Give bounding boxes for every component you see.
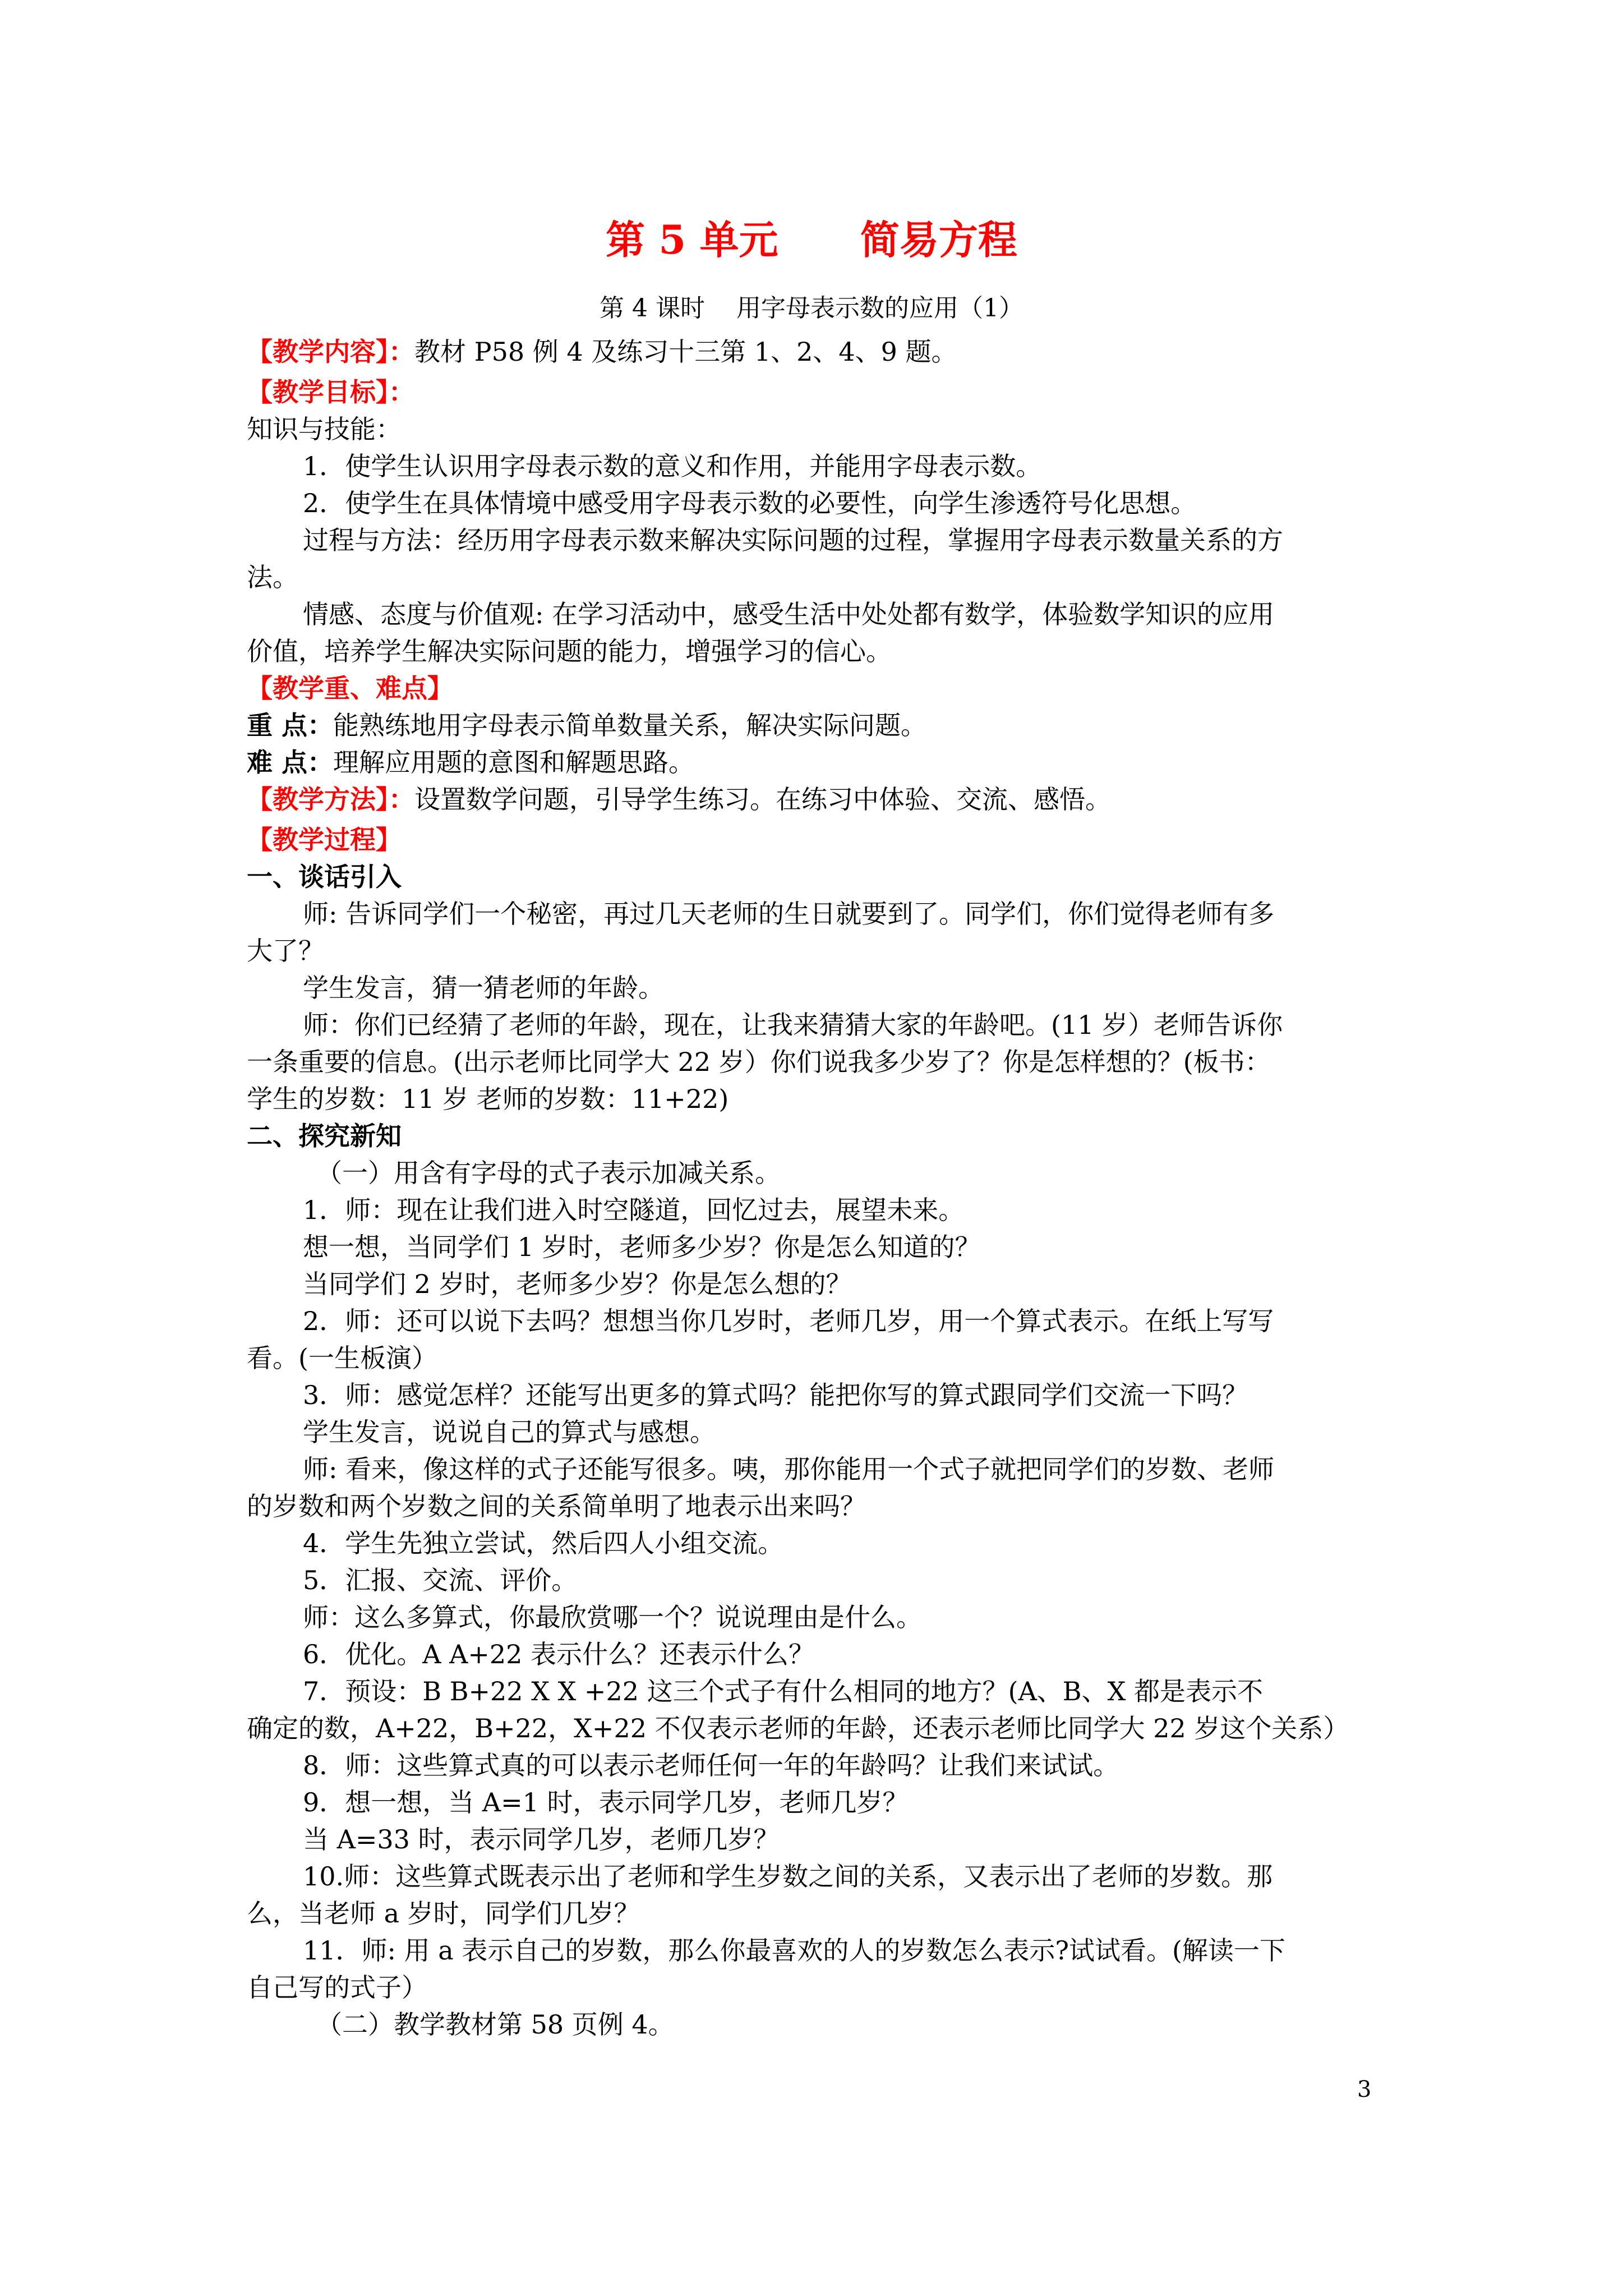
paragraph-line: 师: 看来，像这样的式子还能写很多。咦，那你能用一个式子就把同学们的岁数、老师 — [303, 1454, 1275, 1484]
paragraph-line: 师：这么多算式，你最欣赏哪一个？说说理由是什么。 — [303, 1602, 922, 1632]
key-point-label: 重 点： — [247, 710, 334, 740]
difficult-point-text: 理解应用题的意图和解题思路。 — [333, 747, 695, 777]
paragraph-line: 大了？ — [247, 936, 324, 966]
subsection-heading-2: （二）教学教材第 58 页例 4。 — [316, 2009, 674, 2040]
difficult-point-label: 难 点： — [247, 747, 334, 777]
goal-item-1: 1．使学生认识用字母表示数的意义和作用，并能用字母表示数。 — [303, 451, 1042, 481]
knowledge-skill-label: 知识与技能： — [247, 414, 402, 444]
lesson-subtitle: 第 4 课时 用字母表示数的应用（1） — [600, 294, 1023, 323]
paragraph-line: 确定的数，A+22，B+22，X+22 不仅表示老师的年龄，还表示老师比同学大 22 岁这个关系） — [247, 1713, 1349, 1743]
paragraph-line: 当同学们 2 岁时，老师多少岁？你是怎么想的？ — [303, 1269, 852, 1299]
page-title: 第 5 单元 简易方程 — [606, 217, 1017, 263]
difficult-point-line — [247, 744, 1396, 781]
paragraph-line: 师: 告诉同学们一个秘密，再过几天老师的生日就要到了。同学们，你们觉得老师有多 — [303, 899, 1275, 929]
subsection-heading-1: （一）用含有字母的式子表示加减关系。 — [316, 1158, 781, 1188]
process-method-line-1: 过程与方法：经历用字母表示数来解决实际问题的过程，掌握用字母表示数量关系的方 — [303, 525, 1283, 555]
paragraph-line: 的岁数和两个岁数之间的关系简单明了地表示出来吗？ — [247, 1491, 866, 1521]
section-heading-1: 一、谈话引入 — [247, 862, 402, 892]
document-body — [247, 333, 1396, 2043]
paragraph-line: 2．师：还可以说下去吗？想想当你几岁时，老师几岁，用一个算式表示。在纸上写写 — [303, 1306, 1274, 1336]
method-text: 设置数学问题，引导学生练习。在练习中体验、交流、感悟。 — [414, 784, 1111, 815]
paragraph-line: 4．学生先独立尝试，然后四人小组交流。 — [303, 1528, 784, 1558]
paragraph-line: 7．预设：B B+22 X X +22 这三个式子有什么相同的地方？(A、B、X 都是表示不 — [303, 1676, 1263, 1706]
paragraph-line: 自己写的式子） — [247, 1972, 427, 2003]
teaching-content-label: 【教学内容】： — [247, 337, 414, 367]
page-number: 3 — [1357, 2077, 1372, 2102]
paragraph-line: 看。(一生板演） — [247, 1343, 437, 1373]
paragraph-line: 1．师：现在让我们进入时空隧道，回忆过去，展望未来。 — [303, 1195, 965, 1225]
paragraph-line: 师：你们已经猜了老师的年龄，现在，让我来猜猜大家的年龄吧。(11 岁）老师告诉你 — [303, 1010, 1283, 1040]
key-points-heading: 【教学重、难点】 — [247, 673, 453, 703]
paragraph-line: 学生的岁数：11 岁 老师的岁数：11+22) — [247, 1084, 729, 1114]
paragraph-line: 3．师：感觉怎样？还能写出更多的算式吗？能把你写的算式跟同学们交流一下吗？ — [303, 1380, 1248, 1410]
paragraph-line: 11．师: 用 a 表示自己的岁数，那么你最喜欢的人的岁数怎么表示?试试看。(解读一下 — [303, 1935, 1285, 1966]
paragraph-line: 6．优化。A A+22 表示什么？还表示什么？ — [303, 1639, 815, 1669]
teaching-content-text: 教材 P58 例 4 及练习十三第 1、2、4、9 题。 — [414, 337, 957, 367]
method-line — [247, 781, 1396, 818]
method-label: 【教学方法】： — [247, 784, 414, 815]
paragraph-line: 学生发言，说说自己的算式与感想。 — [303, 1417, 716, 1447]
paragraph-line: 一条重要的信息。(出示老师比同学大 22 岁）你们说我多少岁了？你是怎样想的？(板书： — [247, 1047, 1271, 1077]
paragraph-line: 5．汇报、交流、评价。 — [303, 1565, 578, 1595]
paragraph-line: 8．师：这些算式真的可以表示老师任何一年的年龄吗？让我们来试试。 — [303, 1750, 1119, 1780]
paragraph-line: 学生发言，猜一猜老师的年龄。 — [303, 973, 664, 1003]
teaching-content-line — [247, 333, 1396, 370]
goal-item-2: 2．使学生在具体情境中感受用字母表示数的必要性，向学生渗透符号化思想。 — [303, 488, 1197, 518]
key-point-line — [247, 707, 1396, 744]
section-heading-2: 二、探究新知 — [247, 1121, 402, 1151]
emotion-line-1: 情感、态度与价值观: 在学习活动中，感受生活中处处都有数学，体验数学知识的应用 — [303, 599, 1275, 629]
emotion-line-2: 价值，培养学生解决实际问题的能力，增强学习的信心。 — [247, 636, 892, 666]
paragraph-line: 么，当老师 a 岁时，同学们几岁？ — [247, 1898, 640, 1929]
paragraph-line: 想一想，当同学们 1 岁时，老师多少岁？你是怎么知道的？ — [303, 1232, 981, 1262]
key-point-text: 能熟练地用字母表示简单数量关系，解决实际问题。 — [333, 710, 927, 740]
process-method-line-2: 法。 — [247, 562, 298, 592]
paragraph-line: 9．想一想，当 A=1 时，表示同学几岁，老师几岁？ — [303, 1787, 909, 1818]
paragraph-line: 当 A=33 时，表示同学几岁，老师几岁？ — [303, 1824, 780, 1855]
paragraph-line: 10.师：这些算式既表示出了老师和学生岁数之间的关系，又表示出了老师的岁数。那 — [303, 1861, 1273, 1892]
goals-heading: 【教学目标】： — [247, 377, 414, 407]
process-heading: 【教学过程】 — [247, 825, 402, 855]
